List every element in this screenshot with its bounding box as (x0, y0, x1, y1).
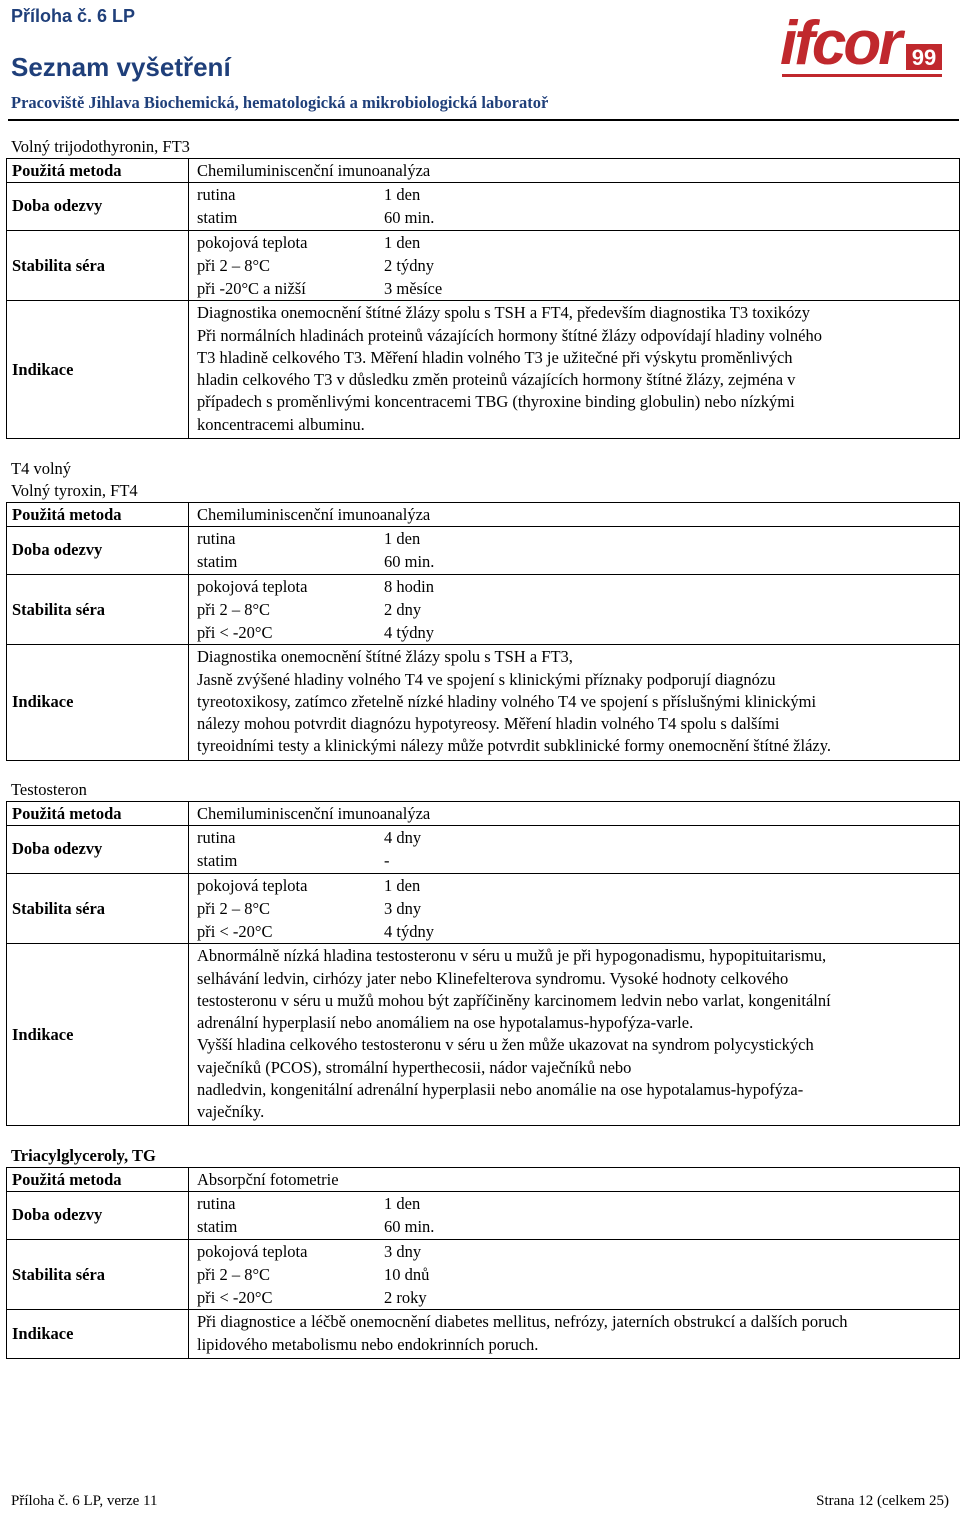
response-statim-label: statim (197, 208, 238, 228)
response-routine-value: 1 den (384, 529, 421, 548)
method-label: Použitá metoda (7, 159, 189, 183)
workplace-subtitle: Pracoviště Jihlava Biochemická, hematologická a mikrobiologická laboratoř (11, 93, 549, 112)
svg-text:ifcor: ifcor (780, 9, 900, 78)
exam-table (6, 158, 960, 439)
indication-line: testosteronu v séru u mužů mohou být zapříčiněny karcinomem ledvin nebo varlat, kongenitální (197, 990, 831, 1010)
response-routine-label: rutina (197, 1194, 236, 1213)
stability-duration: 3 měsíce (384, 279, 443, 299)
stability-condition: pokojová teplota (197, 576, 308, 596)
method-value: Chemiluminiscenční imunoanalýza (189, 503, 960, 527)
exam-table (6, 502, 960, 761)
indication-text (197, 301, 959, 437)
section-subtitle: Volný tyroxin, FT4 (11, 481, 138, 500)
stability-condition: při 2 – 8°C (197, 1264, 271, 1284)
indication-text (197, 1310, 959, 1357)
indication-line: vaječníků (PCOS), stromální hyperthecosii, nádor vaječníků nebo (197, 1057, 632, 1077)
indication-line: vaječníky. (197, 1101, 265, 1121)
indication-line: tyreoidními testy a klinickými nálezy může potvrdit subklinické formy onemocnění štítné žlázy. (197, 736, 832, 756)
stability-condition: pokojová teplota (197, 1241, 308, 1261)
section-ft3 (6, 136, 960, 439)
response-label: Doba odezvy (7, 183, 189, 231)
stability-values (197, 575, 959, 645)
response-values (197, 826, 959, 873)
method-label: Použitá metoda (7, 503, 189, 527)
indication-label: Indikace (7, 301, 189, 438)
response-routine-value: 1 den (384, 185, 421, 204)
response-statim-value: 60 min. (384, 1217, 435, 1237)
method-label: Použitá metoda (7, 802, 189, 826)
indication-line: nadledvin, kongenitální adrenální hyperplasii nebo anomálie na ose hypotalamus-hypofýza- (197, 1079, 804, 1099)
attachment-title: Příloha č. 6 LP (11, 6, 136, 26)
indication-line: T3 hladině celkového T3. Měření hladin volného T3 je užitečné při výskytu proměnlivých (197, 347, 793, 367)
indication-line: lipidového metabolismu nebo endokrinních poruch. (197, 1334, 539, 1354)
footer-page-number: Strana 12 (celkem 25) (816, 1493, 949, 1509)
stability-duration: 3 dny (384, 898, 422, 918)
stability-condition: při < -20°C (197, 922, 273, 942)
stability-values (197, 231, 959, 301)
section-ft4 (6, 458, 960, 761)
indication-line: hladin celkového T3 v důsledku změn proteinů vázajících hormony štítné žlázy, zejména v (197, 370, 796, 390)
stability-label: Stabilita séra (7, 230, 189, 301)
indication-label: Indikace (7, 645, 189, 760)
header-divider (8, 119, 959, 121)
method-label: Použitá metoda (7, 1168, 189, 1192)
stability-duration: 8 hodin (384, 576, 434, 596)
stability-duration: 1 den (384, 875, 421, 895)
stability-condition: při 2 – 8°C (197, 599, 271, 619)
section-title: T4 volný (11, 459, 72, 478)
method-value: Absorpční fotometrie (189, 1168, 960, 1192)
response-statim-label: statim (197, 1217, 238, 1237)
indication-line: Abnormálně nízká hladina testosteronu v séru u mužů je při hypogonadismu, hypopituitarismu, (197, 946, 827, 966)
response-statim-label: statim (197, 851, 238, 871)
indication-line: tyreotoxikosy, zatímco zřetelně nízké hladiny volného T4 ve spojení s příslušnými klinickými (197, 691, 817, 711)
response-statim-value: - (384, 851, 390, 871)
stability-duration: 4 týdny (384, 922, 434, 942)
section-title: Volný trijodothyronin, FT3 (11, 137, 190, 156)
indication-line: Vyšší hladina celkového testosteronu v séru u žen může ukazovat na syndrom polycystických (197, 1035, 814, 1055)
stability-duration: 2 dny (384, 599, 422, 619)
stability-label: Stabilita séra (7, 574, 189, 645)
stability-condition: při < -20°C (197, 1288, 273, 1308)
response-routine-label: rutina (197, 828, 236, 847)
stability-label: Stabilita séra (7, 873, 189, 944)
exam-table (6, 801, 960, 1126)
exam-table (6, 1167, 960, 1359)
indication-line: adrenální hyperplasií nebo anomáliem na ose hypotalamus-hypofýza-varle. (197, 1013, 694, 1033)
indication-line: případech s proměnlivými koncentracemi TBG (thyroxine binding globulin) nebo nízkými (197, 392, 795, 412)
indication-line: Při normálních hladinách proteinů vázajících hormony štítné žlázy odpovídají hladiny volného (197, 325, 823, 345)
indication-line: selhávání ledvin, cirhózy jater nebo Klinefelterova syndromu. Vysoké hodnoty celkového (197, 968, 789, 988)
response-routine-value: 1 den (384, 1194, 421, 1213)
response-statim-value: 60 min. (384, 552, 435, 572)
stability-values (197, 1240, 959, 1310)
svg-text:99: 99 (911, 45, 937, 70)
stability-condition: pokojová teplota (197, 232, 308, 252)
response-label: Doba odezvy (7, 527, 189, 575)
stability-duration: 1 den (384, 232, 421, 252)
stability-condition: při < -20°C (197, 623, 273, 643)
response-statim-label: statim (197, 552, 238, 572)
section-triacylglyceroly (6, 1145, 960, 1359)
response-label: Doba odezvy (7, 1192, 189, 1240)
indication-label: Indikace (7, 944, 189, 1126)
stability-duration: 3 dny (384, 1241, 422, 1261)
method-value: Chemiluminiscenční imunoanalýza (189, 159, 960, 183)
indication-line: Diagnostika onemocnění štítné žlázy spolu s TSH a FT4, především diagnostika T3 toxikózy (197, 303, 811, 323)
stability-label: Stabilita séra (7, 1239, 189, 1310)
response-values (197, 183, 959, 230)
stability-condition: pokojová teplota (197, 875, 308, 895)
indication-line: nálezy mohou potvrdit diagnózu hypotyreosy. Měření hladin volného T4 spolu s dalšími (197, 714, 780, 734)
stability-condition: při -20°C a nižší (197, 279, 306, 299)
method-value: Chemiluminiscenční imunoanalýza (189, 802, 960, 826)
response-routine-label: rutina (197, 185, 236, 204)
stability-condition: při 2 – 8°C (197, 255, 271, 275)
response-routine-value: 4 dny (384, 828, 422, 847)
section-testosteron (6, 779, 960, 1126)
indication-line: Diagnostika onemocnění štítné žlázy spolu s TSH a FT3, (197, 647, 573, 667)
stability-values (197, 874, 959, 944)
indication-line: koncentracemi albuminu. (197, 414, 365, 434)
response-label: Doba odezvy (7, 826, 189, 874)
section-title: Triacylglyceroly, TG (11, 1146, 156, 1165)
indication-label: Indikace (7, 1310, 189, 1358)
stability-condition: při 2 – 8°C (197, 898, 271, 918)
indication-line: Jasně zvýšené hladiny volného T4 ve spojení s klinickými příznaky podporují diagnózu (197, 669, 776, 689)
response-statim-value: 60 min. (384, 208, 435, 228)
section-title: Testosteron (11, 780, 87, 799)
indication-text (197, 645, 959, 759)
response-routine-label: rutina (197, 529, 236, 548)
stability-duration: 2 týdny (384, 255, 434, 275)
stability-duration: 2 roky (384, 1288, 427, 1308)
page-title: Seznam vyšetření (11, 52, 231, 82)
stability-duration: 10 dnů (384, 1264, 430, 1284)
stability-duration: 4 týdny (384, 623, 434, 643)
footer-version: Příloha č. 6 LP, verze 11 (11, 1493, 158, 1509)
indication-text (197, 944, 959, 1125)
response-values (197, 1192, 959, 1239)
indication-line: Při diagnostice a léčbě onemocnění diabetes mellitus, nefrózy, jaterních obstrukcí a dalších poruch (197, 1312, 848, 1332)
ifcor-logo (778, 4, 948, 82)
response-values (197, 527, 959, 574)
